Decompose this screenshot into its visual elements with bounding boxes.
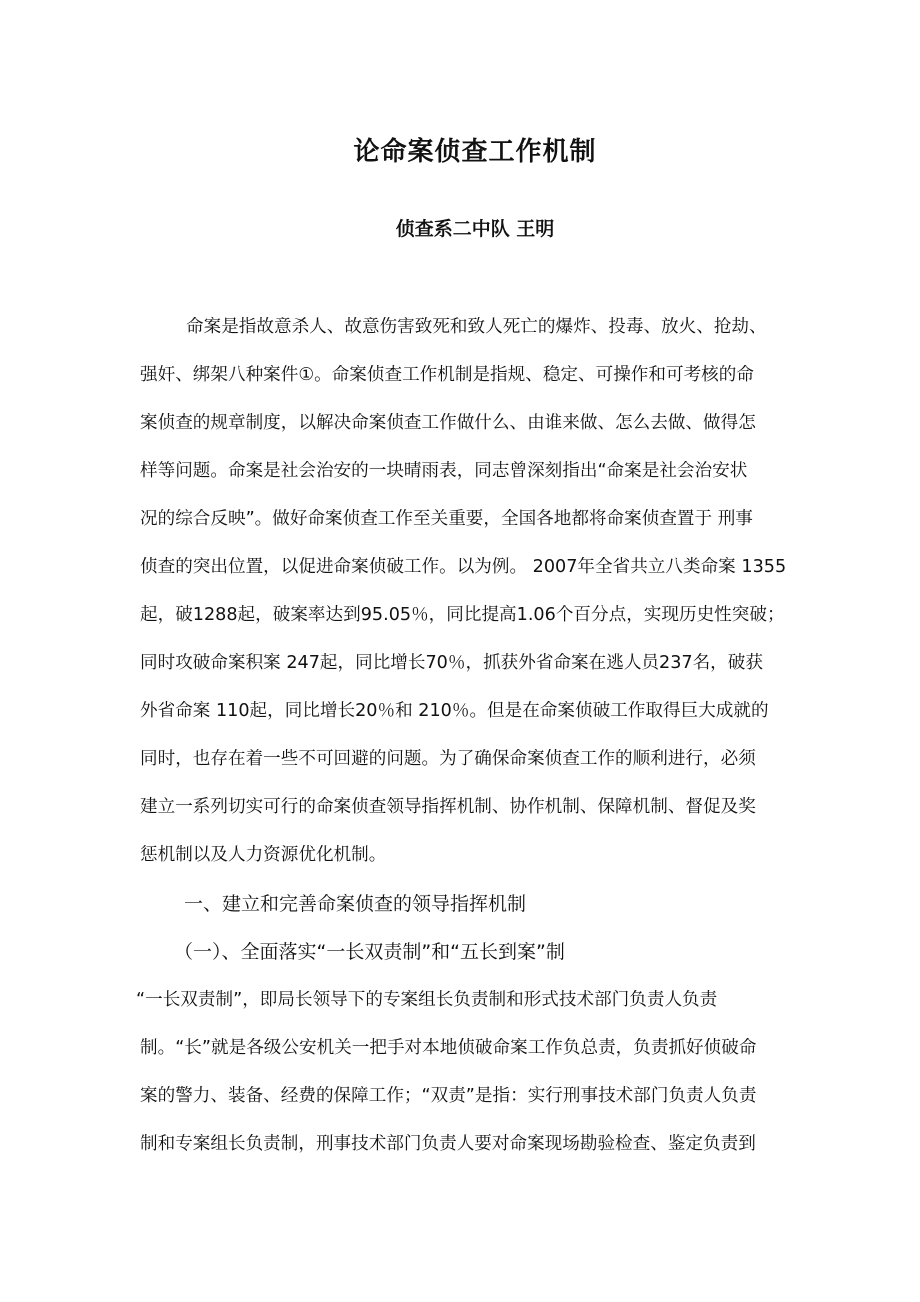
paragraph-line: “一长双责制”，即局长领导下的专案组长负责制和形式技术部门负责人负责 [136,990,718,1010]
author-line: 侦查系二中队 王明 [395,218,555,240]
paragraph-line: 侦查的突出位置，以促进命案侦破工作。以为例。 2007年全省共立八类命案 1355 [140,557,787,577]
paragraph-line: 外省命案 110起，同比增长20％和 210％。但是在命案侦破工作取得巨大成就的 [140,701,769,721]
paragraph-line: 案的警力、装备、经费的保障工作；“双责”是指：实行刑事技术部门负责人负责 [140,1086,757,1106]
paragraph-line: 制和专案组长负责制，刑事技术部门负责人要对命案现场勘验检查、鉴定负责到 [140,1134,756,1154]
paragraph-line: 样等问题。命案是社会治安的一块晴雨表，同志曾深刻指出“命案是社会治安状 [140,461,748,481]
paragraph-line: 强奸、绑架八种案件①。命案侦查工作机制是指规、稳定、可操作和可考核的命 [140,365,754,385]
paragraph-line: 制。“长”就是各级公安机关一把手对本地侦破命案工作负总责，负责抓好侦破命 [140,1038,757,1058]
paragraph-line: 起，破1288起，破案率达到95.05％，同比提高1.06个百分点，实现历史性突破； [140,605,785,625]
section-heading: 一、建立和完善命案侦查的领导指挥机制 [184,893,527,915]
paragraph-line: 命案是指故意杀人、故意伤害致死和致人死亡的爆炸、投毒、放火、抢劫、 [186,317,767,337]
paragraph-line: 建立一系列切实可行的命案侦查领导指挥机制、协作机制、保障机制、督促及奖 [140,797,756,817]
paragraph-line: 况的综合反映”。做好命案侦查工作至关重要，全国各地都将命案侦查置于 刑事 [140,509,753,529]
paragraph-line: 案侦查的规章制度，以解决命案侦查工作做什么、由谁来做、怎么去做、做得怎 [140,413,756,433]
paragraph-line: 惩机制以及人力资源优化机制。 [140,845,387,865]
document-title: 论命案侦查工作机制 [353,137,597,167]
paragraph-line: 同时攻破命案积案 247起，同比增长70％，抓获外省命案在逃人员237名，破获 [140,653,763,673]
subsection-heading: （一）、全面落实“一长双责制”和“五长到案”制 [174,941,565,963]
paragraph-line: 同时，也存在着一些不可回避的问题。为了确保命案侦查工作的顺利进行，必须 [140,749,756,769]
